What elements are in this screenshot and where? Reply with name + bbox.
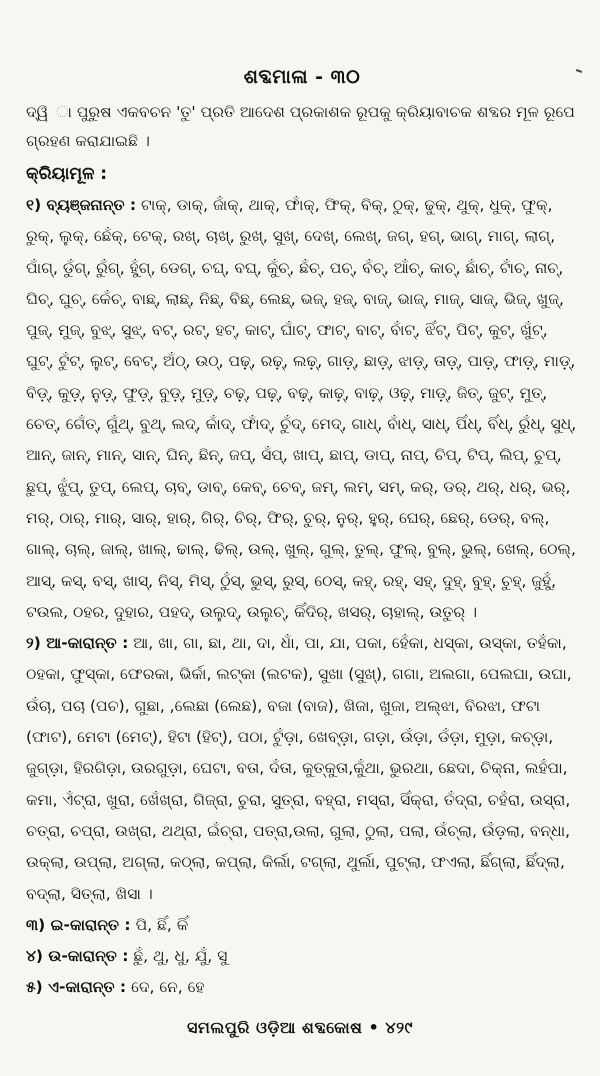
section-e-ending (26, 972, 578, 1003)
section-heading: କ୍ରିୟାମୂଳ : (26, 164, 108, 184)
section-label: ୪) ଉ-କାରାନ୍ତ : (26, 947, 129, 966)
section-consonant-ending (26, 190, 578, 628)
section-aa-ending (26, 628, 578, 910)
section-i-ending (26, 910, 578, 941)
section-text: ପି, ଛିଁ, କିଁ (135, 915, 189, 934)
page-footer: ସମଲପୁରି ଓଡ଼ିଆ ଶବ୍ଦକୋଷ • ୪୨୯ (187, 1018, 413, 1037)
section-text: ଟାକ୍, ଡାକ୍, ଜାଁକ୍, ଥାକ୍, ଫାଁକ୍, ଫିକ୍, ବିକ୍, ଠୁକ୍, ଢୁକ୍, ଥୁକ୍, ଧୁକ୍, ଫୁକ୍, ରୁକ୍, ଲୁକ୍, ଛେଁକ୍, ଟେକ୍, ରଖ୍, ଚାଖ୍, ରୁଖ୍, ସୁଖ୍, ଦେଖ୍, ଲେଖ୍, ଜଗ୍, ହଗ୍, ଭାଗ୍, ମାଗ୍, ଲାଗ୍, ପାଁଗ୍, ଡୁଁଗ୍, ରୁଁଗ୍, ହୁଁଗ୍, ଡେଗ୍, ଚଘ୍, ବଘ୍, କୁଁଚ୍, ଛଁଚ୍, ପଚ୍, ବଁଚ୍, ଆଁଚ୍, କାଚ୍, ଛାଁଚ୍, ଟାଁଚ୍, ନାଚ୍, ଘିଚ୍, ଘୁଚ୍, କେଁଚ୍, ବାଛ୍, ଲାଛ୍, ନିଛ୍, ବିଛ୍, ଲେଛ୍, ଭଜ୍, ହଜ୍, ବାଜ୍, ଭାଜ୍, ମାଜ୍, ସାଜ୍, ଭିଜ୍, ଖୁଜ୍, ପୁଜ୍, ମୁଜ୍, ବୁଝ୍, ସୁଝ୍, ବଟ୍, ରଟ୍, ହଟ୍, କାଟ୍, ଘାଁଟ୍, ଫାଟ୍, ବାଟ୍, ବାଁଟ୍, ଝିଁଟ୍, ପିଟ୍, କୁଟ୍, ଖୁଁଟ୍, ଘୁଟ୍, ଟୁଁଟ୍, ଲୁଟ୍, ବେଟ୍, ଅଁଠ୍, ଉଠ୍, ପଢ଼୍, ରଢ଼୍, ଲଢ଼୍, ଗାଡ଼୍, ଛାଡ଼୍, ଝାଡ଼୍, ତାଡ଼୍, ପାଡ଼୍, ଫାଡ଼୍, ମାଡ଼୍, ବିଡ଼୍, କୁଡ଼୍, ନୁଡ଼୍, ଫୁଡ଼୍, ବୁଡ଼୍, ମୁଡ଼୍, ଚଢ଼୍, ପଢ଼୍, ବଢ଼୍, କାଢ଼୍, ବାଢ଼୍, ଓଢ଼୍, ମାଡ଼୍, ଜିତ୍, ଜୁଟ୍, ମୁତ୍, ଚେତ୍, ଗେଁତ୍, ଗୁଁଥ୍, ବୁଥ୍, ଲଦ୍, କାଁଦ୍, ଫାଁଦ୍, ଚୁଁଦ୍, ମେଦ୍, ଗାଧ୍, ବାଁଧ୍, ସାଧ୍, ପିଁଧ୍, ବିଁଧ୍, ରୁଁଧ୍, ସୁଧ୍, ଆନ୍, ଜାନ୍, ମାନ୍, ସାନ୍, ଘିନ୍, ଛିନ୍, ଜପ୍, ସଁପ୍, ଖାପ୍, ଛାପ୍, ଡାପ୍, ନାପ୍, ଚିପ୍, ଟିପ୍, ଲିପ୍, ଚୁପ୍, ଛୁପ୍, ଝୁଁପ୍, ତୁପ୍, ଲେପ୍, ଚାବ୍, ଡାବ୍, କେବ୍, ଚେବ୍, ଜମ୍, ଲମ୍, ସମ୍, କର୍, ଡର୍, ଥର୍, ଧର୍, ଭର୍, ମର୍, ଠାର୍, ମାର୍, ସାର୍, ହାର୍, ଗିର୍, ଚିର୍, ଫିର୍, ଚୁର୍, ନୁର୍, ହୁର୍, ଘେର୍, ଛେର୍, ଡେର୍, ବଲ୍, ଗାଲ୍, ଚାଲ୍, ଜାଲ୍, ଖାଲ୍, ଢାଲ୍, ଢିଲ୍, ଉଲ୍, ଖୁଲ୍, ଗୁଲ୍, ତୁଲ୍, ଫୁଲ୍, ବୁଲ୍, ଭୁଲ୍, ଖେଲ୍, ଠେଲ୍, ଆସ୍, କସ୍, ବସ୍, ଖାସ୍, ନିସ୍, ମିସ୍, ଠୁଁସ୍, ଭୁସ୍, ରୁସ୍, ଠେସ୍, କହ୍, ରହ୍, ସହ୍, ଦୁହ୍, ବୁହ୍, ଚୁହ୍, ଜୁହୁଁ, ଟଉଲ, ଠହର, ଦୁହାର, ପହଦ୍, ଉଲୁଦ୍, ଉଲୁଚ୍, କିଁଦିର୍, ଖସର୍, ଚାହାଲ୍, ଉତୁର୍ । (26, 196, 577, 621)
section-text: ଦେ, ନେ, ହେ (131, 978, 205, 997)
page-title: ଶବ୍ଦମାଳା - ୩୦ (243, 66, 361, 88)
section-label: ୧) ବ୍ୟଞ୍ଜନାନ୍ତ : (26, 196, 137, 214)
section-text: ଆ, ଖା, ଗା, ଛା, ଥା, ଦା, ଧାଁ, ପା, ଯା, ପକା, ହେଁକା, ଧସ୍କା, ଉସ୍କା, ତହଁକା, ଠହକା, ଫୁସ୍କା, ଫେରକା, ଭିର୍କା, ଲଟ୍କା (ଲଟକ), ସୁଖା (ସୁଖ୍), ଗଗା, ଅଲଗା, ପେଲଘା, ଉଘା, ଉଁଚା, ପଚା (ପଚ), ଗୁଛା, ,ଲେଛା (ଲେଛ), ବଜା (ବାଜ), ଖିଜା, ଖୁଜା, ଅଲ୍ଝା, ବିରଝା, ଫଟା (ଫାଟ), ମେଟା (ମେଟ୍), ହିଟା (ହିଟ୍), ପଠା, ଟୁଁଡ଼ା, ଖେବ୍ଡ଼ା, ଗଡ଼ା, ଉଁଡ଼ା, ଡଁଡ଼ା, ମୁଡ଼ା, କଚ୍ଡ଼ା, ଜୁଗ୍ଡ଼ା, ହିରଗିଡ଼ା, ଉରଗୁଡ଼ା, ଘେଟା, ବତା, ଦଁତା, କୁତ୍କୁତା,କୁଁଥା, ଭୁରଥା, ଛେଦା, ଚିକ୍ନା, ଲହଁପା, କମା, ଏଁଟ୍ରା, ଖୁରା, ଖେଁଖ୍ରା, ଗିଜ୍ରା, ଚୁରା, ସୁତ୍ରା, ବହ୍ରା, ମସ୍ରା, ସିଁକ୍ରା, ତଁଦ୍ରା, ଚହଁରା, ଉସ୍ରା, ଚତ୍ରା, ଚପ୍ରା, ଉଖ୍ରା, ଥଥ୍ରା, ଇଁଚ୍ରା, ପତ୍ରା,ଉଲା, ଗୁଲା, ଠୁଲା, ପଲା, ଉଁଚ୍ଲା, ଉଁଡ଼ଲା, ବନ୍ଧା, ଉକ୍ଲା, ଉପ୍ଲା, ଅଗ୍ଲା, କଠ୍ଲା, କପ୍ଲା, କିର୍ଲା, ଟଗ୍ଲା, ଥୁର୍ଲା, ପୁଟ୍ଲା, ଫଏଲା, ଛିଁଗ୍ଲା, ଛିଁଦ୍ଲା, ବଦ୍ଲା, ସିତ୍ଲା, ଖିସା । (26, 634, 572, 903)
section-text: ଛୁଁ, ଥୁ, ଧୁ, ଯୁଁ, ସୁ (133, 947, 228, 966)
section-label: ୨) ଆ-କାରାନ୍ତ : (26, 634, 129, 653)
intro-paragraph: ଦ୍ୱି ା ପୁରୁଷ ଏକବଚନ 'ତୁ' ପ୍ରତି ଆଦେଶ ପ୍ରକାଶକ ରୂପକୁ କ୍ରିୟାବାଚକ ଶବ୍ଦର ମୂଳ ରୂପେ ଗ୍ରହଣ କରାଯାଇଛି । (26, 103, 575, 150)
section-label: ୩) ଇ-କାରାନ୍ତ : (26, 915, 131, 934)
section-label: ୫) ଏ-କାରାନ୍ତ : (26, 978, 127, 997)
section-u-ending (26, 941, 578, 972)
